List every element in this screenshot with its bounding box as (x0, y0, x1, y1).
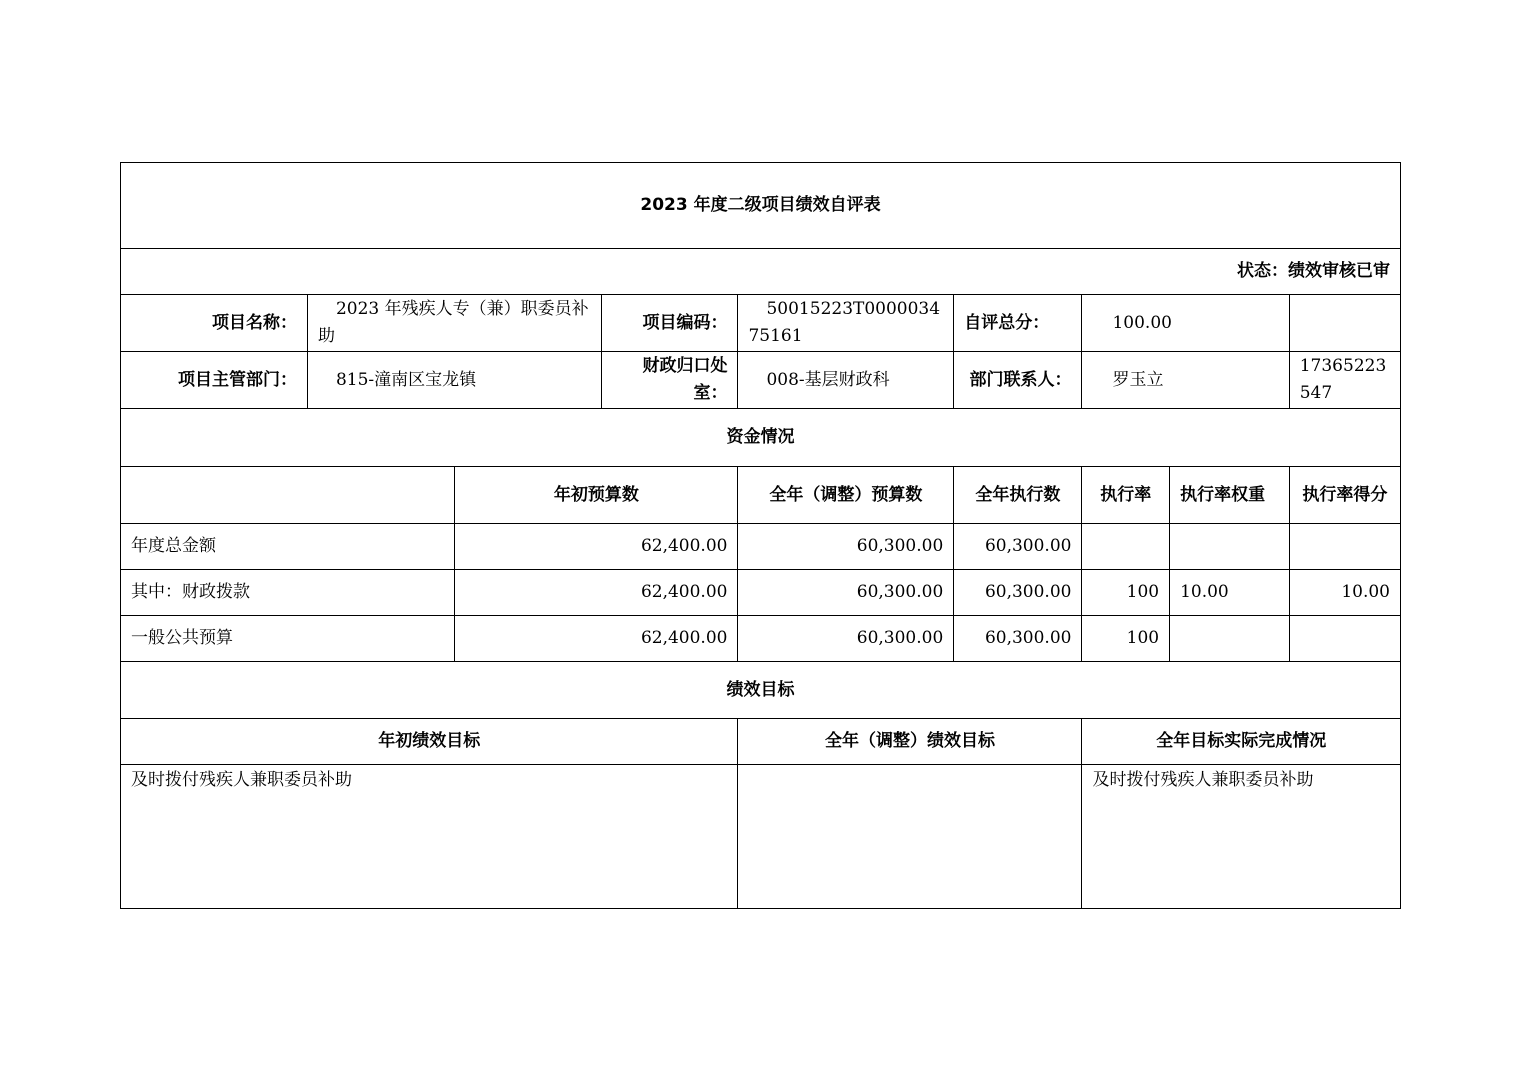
table-row (121, 570, 1401, 616)
initial-budget: 62,400.00 (455, 616, 738, 662)
contact-label: 部门联系人： (954, 352, 1082, 409)
execution-rate (1082, 524, 1170, 570)
row-label: 一般公共预算 (121, 616, 455, 662)
adjusted-budget: 60,300.00 (738, 570, 954, 616)
initial-budget: 62,400.00 (455, 524, 738, 570)
rate-score: 10.00 (1289, 570, 1400, 616)
adjusted-budget: 60,300.00 (738, 616, 954, 662)
project-code-label: 项目编码： (601, 295, 738, 352)
finance-value: 008-基层财政科 (738, 352, 954, 409)
goals-header-initial: 年初绩效目标 (121, 719, 738, 765)
project-name-label: 项目名称： (121, 295, 308, 352)
execution-rate: 100 (1082, 570, 1170, 616)
rate-score (1289, 524, 1400, 570)
row-label: 其中：财政拨款 (121, 570, 455, 616)
rate-weight (1170, 616, 1290, 662)
goals-header-adjusted: 全年（调整）绩效目标 (738, 719, 1082, 765)
status-text: 状态：绩效审核已审 (121, 249, 1401, 295)
empty-cell (1289, 295, 1400, 352)
initial-budget: 62,400.00 (455, 570, 738, 616)
funds-header-blank (121, 467, 455, 524)
executed-amount: 60,300.00 (954, 570, 1082, 616)
table-row (121, 616, 1401, 662)
contact-value: 罗玉立 (1082, 352, 1289, 409)
goals-header-actual: 全年目标实际完成情况 (1082, 719, 1401, 765)
initial-goal-text: 及时拨付残疾人兼职委员补助 (121, 765, 738, 909)
rate-score (1289, 616, 1400, 662)
funds-header-score: 执行率得分 (1289, 467, 1400, 524)
funds-header-weight: 执行率权重 (1170, 467, 1290, 524)
row-label: 年度总金额 (121, 524, 455, 570)
dept-label: 项目主管部门： (121, 352, 308, 409)
dept-value: 815-潼南区宝龙镇 (307, 352, 601, 409)
adjusted-goal-text (738, 765, 1082, 909)
score-value: 100.00 (1082, 295, 1289, 352)
table-row (121, 524, 1401, 570)
performance-evaluation-table (120, 162, 1401, 909)
score-label: 自评总分： (954, 295, 1082, 352)
goals-section-title: 绩效目标 (121, 662, 1401, 719)
funds-header-rate: 执行率 (1082, 467, 1170, 524)
funds-header-initial: 年初预算数 (455, 467, 738, 524)
project-name-value: 2023 年残疾人专（兼）职委员补助 (307, 295, 601, 352)
executed-amount: 60,300.00 (954, 616, 1082, 662)
rate-weight: 10.00 (1170, 570, 1290, 616)
funds-header-executed: 全年执行数 (954, 467, 1082, 524)
adjusted-budget: 60,300.00 (738, 524, 954, 570)
actual-completion-text: 及时拨付残疾人兼职委员补助 (1082, 765, 1401, 909)
funds-section-title: 资金情况 (121, 409, 1401, 467)
rate-weight (1170, 524, 1290, 570)
executed-amount: 60,300.00 (954, 524, 1082, 570)
phone-value: 17365223547 (1289, 352, 1400, 409)
project-code-value: 50015223T000003475161 (738, 295, 954, 352)
finance-label: 财政归口处室： (601, 352, 738, 409)
execution-rate: 100 (1082, 616, 1170, 662)
funds-header-adjusted: 全年（调整）预算数 (738, 467, 954, 524)
document-title: 2023 年度二级项目绩效自评表 (121, 163, 1401, 249)
